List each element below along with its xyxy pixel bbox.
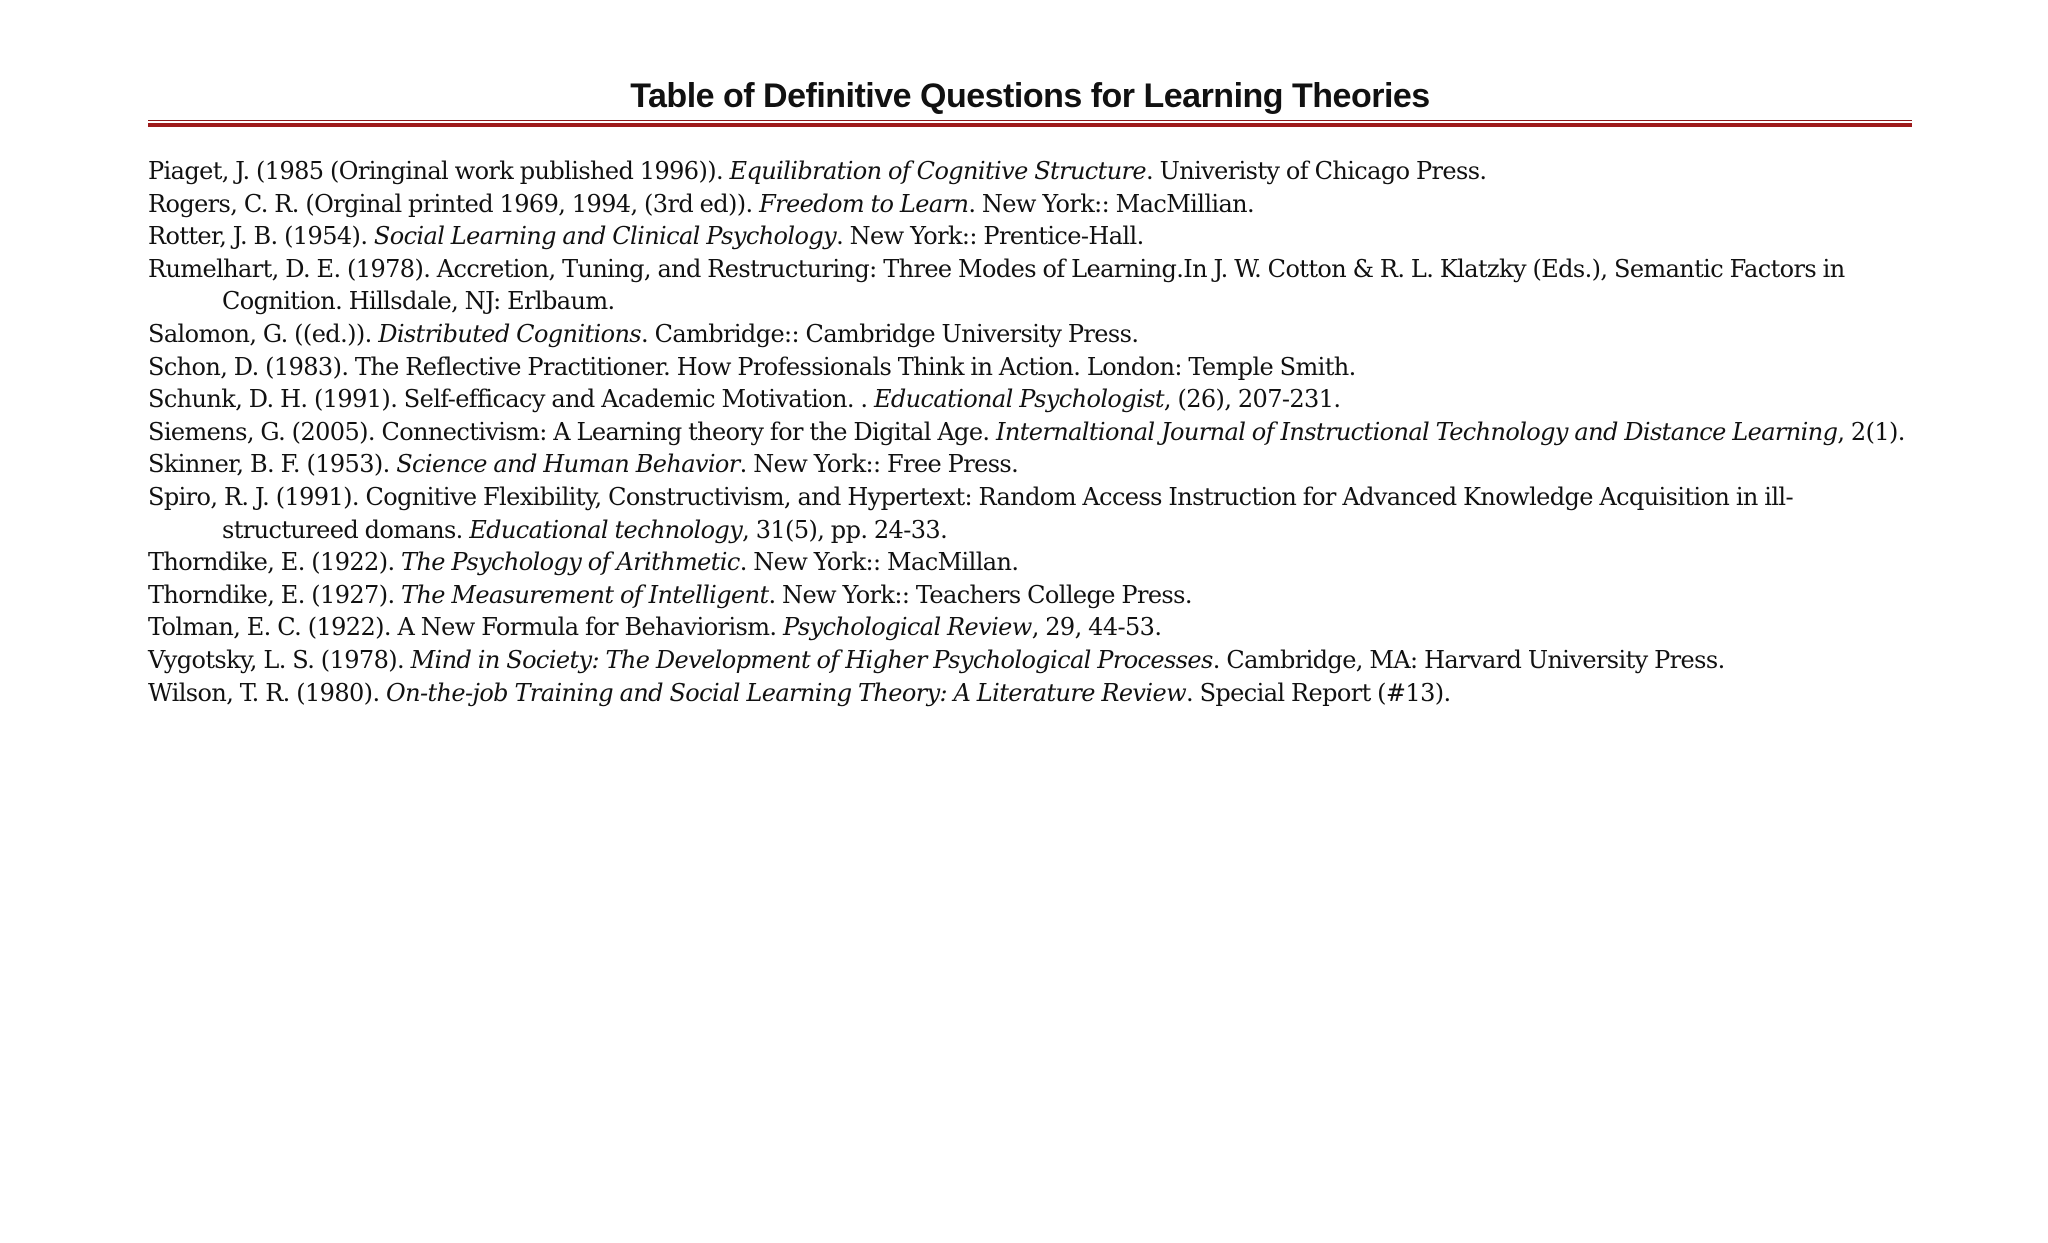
reference-entry: Schon, D. (1983). The Reflective Practitioner. How Professionals Think in Action. London: Temple Smith. (148, 352, 1356, 381)
reference-entry: Spiro, R. J. (1991). Cognitive Flexibility, Constructivism, and Hypertext: Random Access Instruction for Advanced Knowledge Acquisition in ill-structureed domans. Educational technology, 31(5), pp. 24-33. (148, 482, 1794, 544)
document-title: Table of Definitive Questions for Learning Theories (630, 77, 1430, 115)
reference-entry: Piaget, J. (1985 (Oringinal work published 1996)). Equilibration of Cognitive Structure. Univeristy of Chicago Press. (148, 157, 1487, 185)
reference-entry: Wilson, T. R. (1980). On-the-job Training and Social Learning Theory: A Literature Review. Special Report (#13). (148, 678, 1451, 707)
reference-entry: Thorndike, E. (1922). The Psychology of Arithmetic. New York:: MacMillan. (148, 548, 1019, 577)
title-rule-thick (148, 123, 1912, 127)
reference-entry: Salomon, G. ((ed.)). Distributed Cognitions. Cambridge:: Cambridge University Press. (148, 319, 1139, 348)
reference-entry: Rotter, J. B. (1954). Social Learning and Clinical Psychology. New York:: Prentice-Hall. (148, 222, 1144, 251)
title-rule-thin (148, 120, 1912, 121)
reference-entry: Siemens, G. (2005). Connectivism: A Learning theory for the Digital Age. Internaltional Journal of Instructional Technology and Distance Learning, 2(1). (148, 417, 1905, 446)
reference-entry: Rogers, C. R. (Orginal printed 1969, 1994, (3rd ed)). Freedom to Learn. New York:: MacMillian. (148, 189, 1255, 218)
document-page (148, 0, 1912, 709)
reference-entry: Skinner, B. F. (1953). Science and Human Behavior. New York:: Free Press. (148, 450, 1019, 479)
reference-entry: Tolman, E. C. (1922). A New Formula for Behaviorism. Psychological Review, 29, 44-53. (148, 613, 1162, 642)
reference-entry: Rumelhart, D. E. (1978). Accretion, Tuning, and Restructuring: Three Modes of Learning.In J. W. Cotton & R. L. Klatzky (Eds.), Semantic Factors in Cognition. Hillsdale, NJ: Erlbaum. (148, 254, 1845, 316)
reference-entry: Schunk, D. H. (1991). Self-efficacy and Academic Motivation. . Educational Psychologist, (26), 207-231. (148, 385, 1341, 414)
reference-list (148, 155, 1912, 709)
reference-entry: Thorndike, E. (1927). The Measurement of Intelligent. New York:: Teachers College Press. (148, 580, 1192, 609)
reference-entry: Vygotsky, L. S. (1978). Mind in Society: The Development of Higher Psychological Processes. Cambridge, MA: Harvard University Press. (148, 645, 1725, 674)
